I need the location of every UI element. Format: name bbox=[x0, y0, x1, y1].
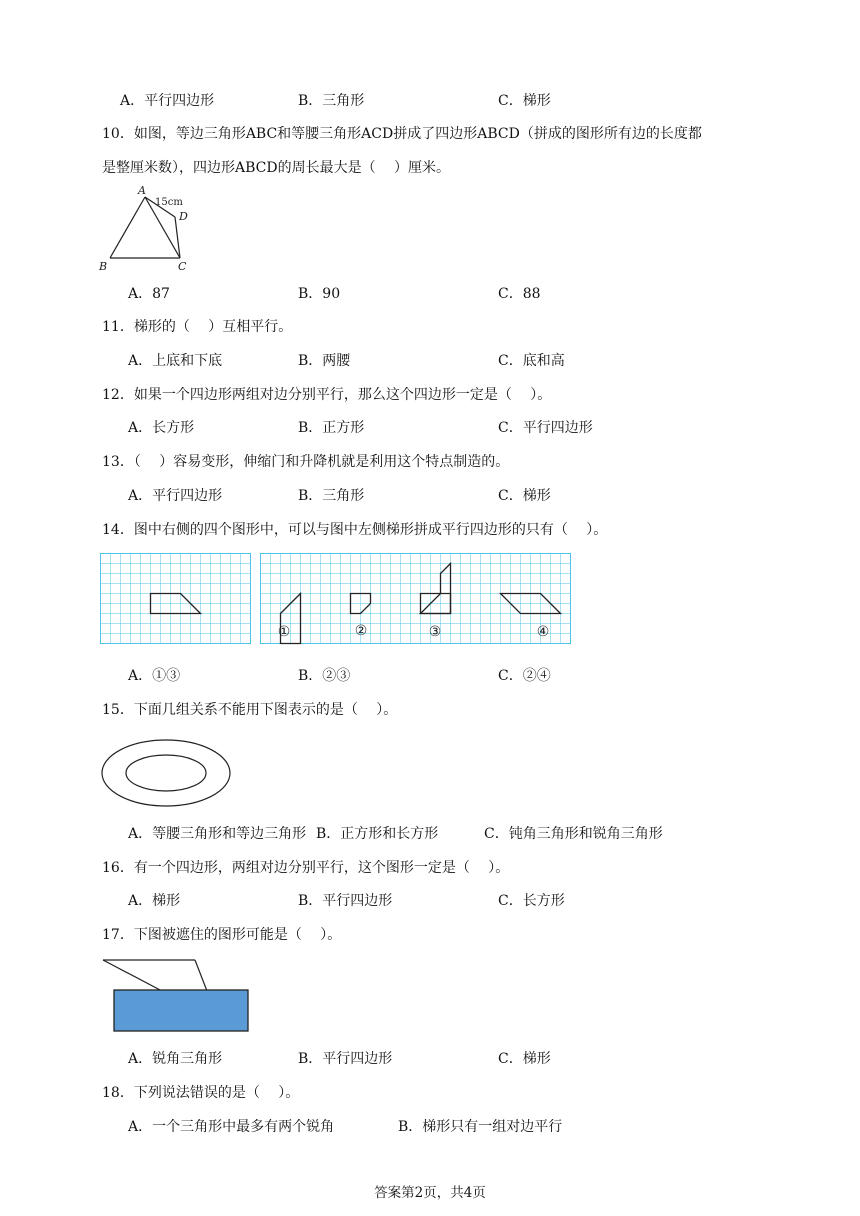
label-3: ③ bbox=[428, 624, 442, 640]
q18-option-a: A．一个三角形中最多有两个锐角 bbox=[128, 1119, 335, 1135]
outer-ellipse bbox=[102, 740, 230, 806]
q14-option-a: A．①③ bbox=[128, 668, 181, 684]
q13-text: 13．（ ）容易变形，伸缩门和升降机就是利用这个特点制造的。 bbox=[102, 454, 510, 470]
q11-option-b: B．两腰 bbox=[298, 353, 351, 369]
q10-option-b: B．90 bbox=[298, 286, 341, 302]
q17-option-c: C．梯形 bbox=[498, 1051, 551, 1067]
q12-option-a: A．长方形 bbox=[128, 420, 195, 436]
page-footer: 答案第2页，共4页 bbox=[374, 1185, 486, 1201]
q18-option-b: B．梯形只有一组对边平行 bbox=[398, 1119, 563, 1135]
q11-option-a: A．上底和下底 bbox=[128, 353, 223, 369]
q12-option-c: C．平行四边形 bbox=[498, 420, 593, 436]
q13-option-b: B．三角形 bbox=[298, 488, 365, 504]
label-1: ① bbox=[277, 624, 291, 640]
q12-option-b: B．正方形 bbox=[298, 420, 365, 436]
q16-option-c: C．长方形 bbox=[498, 893, 565, 909]
q17-covered-shape-figure bbox=[100, 955, 254, 1035]
q15-option-a: A．等腰三角形和等边三角形 bbox=[128, 826, 307, 842]
q12-text: 12．如果一个四边形两组对边分别平行，那么这个四边形一定是（ ）。 bbox=[102, 387, 552, 403]
q17-option-b: B．平行四边形 bbox=[298, 1051, 393, 1067]
q15-text: 15．下面几组关系不能用下图表示的是（ ）。 bbox=[102, 702, 398, 718]
label-c: C bbox=[178, 260, 187, 273]
q9-option-b: B．三角形 bbox=[298, 93, 365, 109]
q16-text: 16．有一个四边形，两组对边分别平行，这个图形一定是（ ）。 bbox=[102, 860, 510, 876]
q18-text: 18．下列说法错误的是（ ）。 bbox=[102, 1085, 300, 1101]
q10-text-line1: 10．如图，等边三角形ABC和等腰三角形ACD拼成了四边形ABCD（拼成的图形所有边的长度都 bbox=[102, 126, 702, 142]
label-d: D bbox=[179, 210, 188, 223]
right-grid bbox=[261, 554, 571, 644]
q14-grid-figure bbox=[100, 553, 576, 647]
label-2: ② bbox=[354, 623, 368, 639]
q10-option-c: C．88 bbox=[498, 286, 541, 302]
q9-option-c: C．梯形 bbox=[498, 93, 551, 109]
q14-option-c: C．②④ bbox=[498, 668, 551, 684]
inner-ellipse bbox=[126, 755, 206, 791]
q16-option-b: B．平行四边形 bbox=[298, 893, 393, 909]
q17-text: 17．下图被遮住的图形可能是（ ）。 bbox=[102, 927, 342, 943]
cover-rectangle bbox=[114, 990, 248, 1031]
q14-text: 14．图中右侧的四个图形中，可以与图中左侧梯形拼成平行四边形的只有（ ）。 bbox=[102, 522, 608, 538]
q11-text: 11．梯形的（ ）互相平行。 bbox=[102, 319, 293, 335]
q15-option-b: B．正方形和长方形 bbox=[316, 826, 439, 842]
left-grid bbox=[101, 554, 251, 644]
q13-option-a: A．平行四边形 bbox=[128, 488, 223, 504]
q13-option-c: C．梯形 bbox=[498, 488, 551, 504]
q15-option-c: C．钝角三角形和锐角三角形 bbox=[484, 826, 663, 842]
q15-nested-ellipses-figure bbox=[98, 735, 238, 811]
q10-option-a: A．87 bbox=[128, 286, 170, 302]
q10-quadrilateral-figure bbox=[98, 183, 198, 275]
label-a: A bbox=[138, 184, 146, 197]
q17-option-a: A．锐角三角形 bbox=[128, 1051, 223, 1067]
q14-option-b: B．②③ bbox=[298, 668, 351, 684]
q11-option-c: C．底和高 bbox=[498, 353, 565, 369]
q16-option-a: A．梯形 bbox=[128, 893, 181, 909]
q10-text-line2: 是整厘米数），四边形ABCD的周长最大是（ ）厘米。 bbox=[102, 160, 451, 176]
q9-option-a: A．平行四边形 bbox=[120, 93, 215, 109]
label-4: ④ bbox=[536, 624, 550, 640]
label-b: B bbox=[99, 260, 108, 273]
label-length: 15cm bbox=[155, 197, 183, 208]
